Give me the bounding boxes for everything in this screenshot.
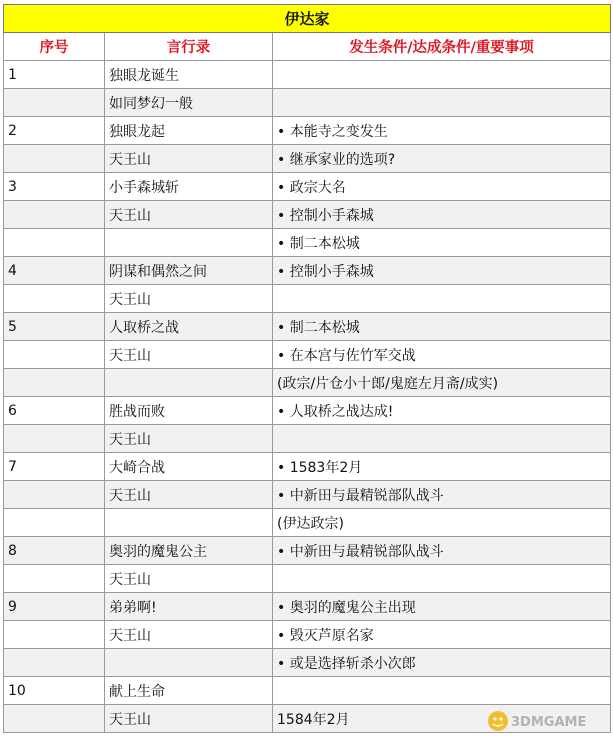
row-record: 弟弟啊! (105, 593, 273, 621)
game-data-table (3, 4, 611, 733)
row-record: 大崎合战 (105, 453, 273, 481)
table-row (4, 341, 611, 369)
row-number (4, 201, 105, 229)
row-number (4, 145, 105, 173)
table-row (4, 229, 611, 257)
header-condition: 发生条件/达成条件/重要事项 (273, 33, 611, 61)
table-row (4, 285, 611, 313)
row-record: 献上生命 (105, 677, 273, 705)
row-condition: • 中新田与最精锐部队战斗 (273, 481, 611, 509)
row-condition (273, 61, 611, 89)
table-row (4, 453, 611, 481)
table-row (4, 257, 611, 285)
row-condition: • 制二本松城 (273, 313, 611, 341)
table-row (4, 173, 611, 201)
row-record: 奥羽的魔鬼公主 (105, 537, 273, 565)
row-number: 4 (4, 257, 105, 285)
row-record: 天王山 (105, 705, 273, 733)
row-condition: • 制二本松城 (273, 229, 611, 257)
table-row (4, 677, 611, 705)
row-record: 独眼龙诞生 (105, 61, 273, 89)
row-number (4, 89, 105, 117)
table-row (4, 61, 611, 89)
row-number (4, 509, 105, 537)
row-record: 天王山 (105, 565, 273, 593)
row-record: 天王山 (105, 481, 273, 509)
table-row (4, 481, 611, 509)
row-record: 天王山 (105, 201, 273, 229)
table-row (4, 565, 611, 593)
row-number (4, 229, 105, 257)
table-row (4, 593, 611, 621)
row-number: 3 (4, 173, 105, 201)
row-record: 天王山 (105, 285, 273, 313)
row-condition: • 1583年2月 (273, 453, 611, 481)
row-number (4, 425, 105, 453)
row-record: 天王山 (105, 425, 273, 453)
row-condition: • 控制小手森城 (273, 257, 611, 285)
row-number: 8 (4, 537, 105, 565)
row-number (4, 481, 105, 509)
row-condition (273, 677, 611, 705)
table-row (4, 145, 611, 173)
table-row (4, 117, 611, 145)
row-record: 天王山 (105, 621, 273, 649)
table-row (4, 425, 611, 453)
row-record: 天王山 (105, 145, 273, 173)
mascot-logo-icon (488, 711, 508, 731)
table-row (4, 621, 611, 649)
row-number (4, 341, 105, 369)
row-number (4, 621, 105, 649)
table-row (4, 537, 611, 565)
row-record: 如同梦幻一般 (105, 89, 273, 117)
row-record (105, 509, 273, 537)
row-record (105, 649, 273, 677)
table-row (4, 201, 611, 229)
row-record: 天王山 (105, 341, 273, 369)
header-row (4, 33, 611, 61)
row-condition: (伊达政宗) (273, 509, 611, 537)
row-number: 7 (4, 453, 105, 481)
table-row (4, 397, 611, 425)
row-condition (273, 285, 611, 313)
row-condition: • 中新田与最精锐部队战斗 (273, 537, 611, 565)
header-record: 言行录 (105, 33, 273, 61)
row-number (4, 649, 105, 677)
row-condition: (政宗/片仓小十郎/鬼庭左月斋/成实) (273, 369, 611, 397)
row-record (105, 229, 273, 257)
title-row (4, 5, 611, 33)
row-condition: • 继承家业的选项? (273, 145, 611, 173)
row-record: 阴谋和偶然之间 (105, 257, 273, 285)
row-record: 小手森城斩 (105, 173, 273, 201)
row-number (4, 369, 105, 397)
row-condition (273, 89, 611, 117)
row-condition: • 政宗大名 (273, 173, 611, 201)
table-row (4, 649, 611, 677)
watermark-text: 3DMGAME (511, 715, 587, 730)
row-number: 9 (4, 593, 105, 621)
row-number: 10 (4, 677, 105, 705)
row-condition: 1584年2月 (273, 705, 611, 733)
row-number (4, 705, 105, 733)
row-record: 独眼龙起 (105, 117, 273, 145)
row-condition (273, 565, 611, 593)
table-row (4, 313, 611, 341)
row-condition: • 或是选择斩杀小次郎 (273, 649, 611, 677)
row-condition (273, 425, 611, 453)
row-record: 胜战而败 (105, 397, 273, 425)
row-condition: • 在本宫与佐竹军交战 (273, 341, 611, 369)
row-number: 2 (4, 117, 105, 145)
row-condition: • 人取桥之战达成! (273, 397, 611, 425)
row-number (4, 285, 105, 313)
table-title: 伊达家 (4, 5, 611, 33)
row-number: 5 (4, 313, 105, 341)
table-row (4, 509, 611, 537)
row-number: 6 (4, 397, 105, 425)
table-row (4, 89, 611, 117)
row-condition: • 奥羽的魔鬼公主出现 (273, 593, 611, 621)
header-number: 序号 (4, 33, 105, 61)
row-number: 1 (4, 61, 105, 89)
row-condition: • 毁灭芦原名家 (273, 621, 611, 649)
row-number (4, 565, 105, 593)
row-condition: • 本能寺之变发生 (273, 117, 611, 145)
table-row (4, 369, 611, 397)
row-record: 人取桥之战 (105, 313, 273, 341)
row-record (105, 369, 273, 397)
row-condition: • 控制小手森城 (273, 201, 611, 229)
3dmgame-watermark (485, 708, 607, 734)
